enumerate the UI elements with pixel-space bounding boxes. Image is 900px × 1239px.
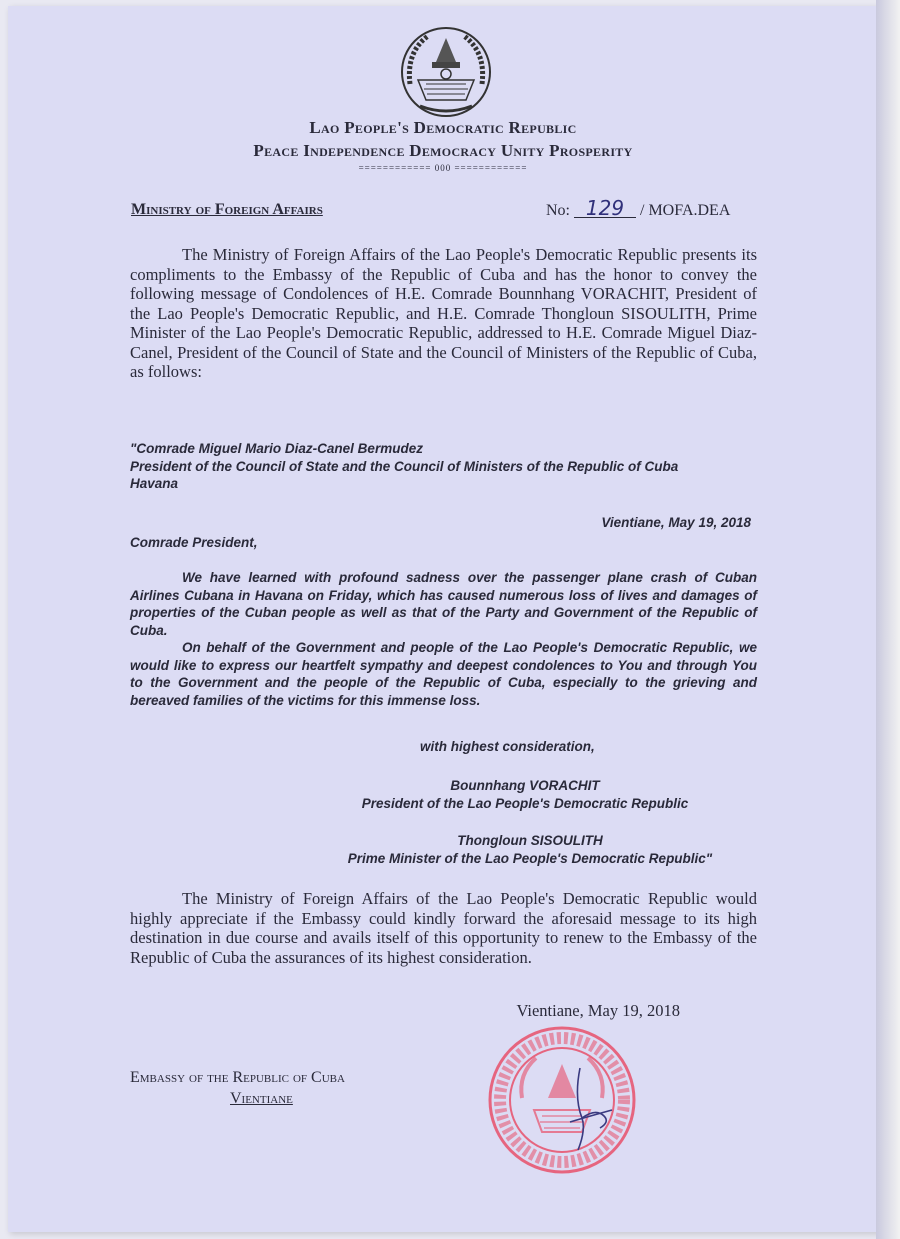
signatory-1-title: President of the Lao People's Democratic Republic [361, 796, 689, 811]
ministry-name: Ministry of Foreign Affairs [131, 201, 323, 218]
message-closing: with highest consideration, [420, 739, 595, 754]
message-date: Vientiane, May 19, 2018 [601, 515, 751, 530]
signatory-2-title: Prime Minister of the Lao People's Democratic Republic" [347, 851, 713, 866]
page-edge [876, 0, 900, 1239]
message-body [130, 569, 757, 709]
handwritten-signature-icon [560, 1058, 620, 1158]
closing-paragraph: The Ministry of Foreign Affairs of the Lao People's Democratic Republic would highly appreciate if the Embassy could kindly forward the aforesaid message to its high destination in due course and avails itself of this opportunity to renew to the Embassy of the Republic of Cuba the assurances of its highest consideration. [130, 889, 757, 967]
reference-prefix: No: [546, 202, 570, 219]
national-motto: Peace Independence Democracy Unity Prosperity [253, 141, 633, 160]
addressee-title: President of the Council of State and the Council of Ministers of the Republic of Cuba [130, 458, 679, 474]
addressee-city: Havana [130, 476, 179, 491]
place-date: Vientiane, May 19, 2018 [516, 1001, 680, 1020]
signatory-1-name: Bounnhang VORACHIT [450, 778, 600, 793]
recipient-line-2: Vientiane [230, 1090, 293, 1107]
country-name-heading: Lao People's Democratic Republic [309, 118, 577, 137]
message-salutation: Comrade President, [130, 535, 258, 550]
message-paragraph-1: We have learned with profound sadness over the passenger plane crash of Cuban Airlines Cubana in Havana on Friday, which has caused numerous loss of lives and damages of properties of the Cuban people as well as that of the Party and Government of the Republic of Cuba. [130, 570, 757, 638]
reference-number [546, 196, 731, 220]
header-divider: ============ 000 ============ [358, 163, 528, 173]
reference-suffix: / MOFA.DEA [640, 202, 731, 219]
message-addressee [130, 440, 690, 493]
recipient-line-1: Embassy of the Republic of Cuba [130, 1069, 345, 1086]
national-emblem-icon [396, 22, 496, 122]
addressee-name: "Comrade Miguel Mario Diaz-Canel Bermudez [130, 441, 423, 456]
signatory-2-name: Thongloun SISOULITH [457, 833, 603, 848]
message-paragraph-2: On behalf of the Government and people of the Lao People's Democratic Republic, we would like to express our heartfelt sympathy and deepest condolences to You and through You to the Government and the people of the Republic of Cuba, especially to the grieving and bereaved families of the victims for this immense loss. [130, 640, 757, 708]
intro-paragraph: The Ministry of Foreign Affairs of the Lao People's Democratic Republic presents its compliments to the Embassy of the Republic of Cuba and has the honor to convey the following message of Condolences of H.E. Comrade Bounnhang VORACHIT, President of the Lao People's Democratic Republic, and H.E. Comrade Thongloun SISOULITH, Prime Minister of the Lao People's Democratic Republic, addressed to H.E. Comrade Miguel Diaz-Canel, President of the Council of State and the Council of Ministers of the Republic of Cuba, as follows: [130, 245, 757, 381]
reference-handwritten-number: 129 [574, 199, 636, 218]
